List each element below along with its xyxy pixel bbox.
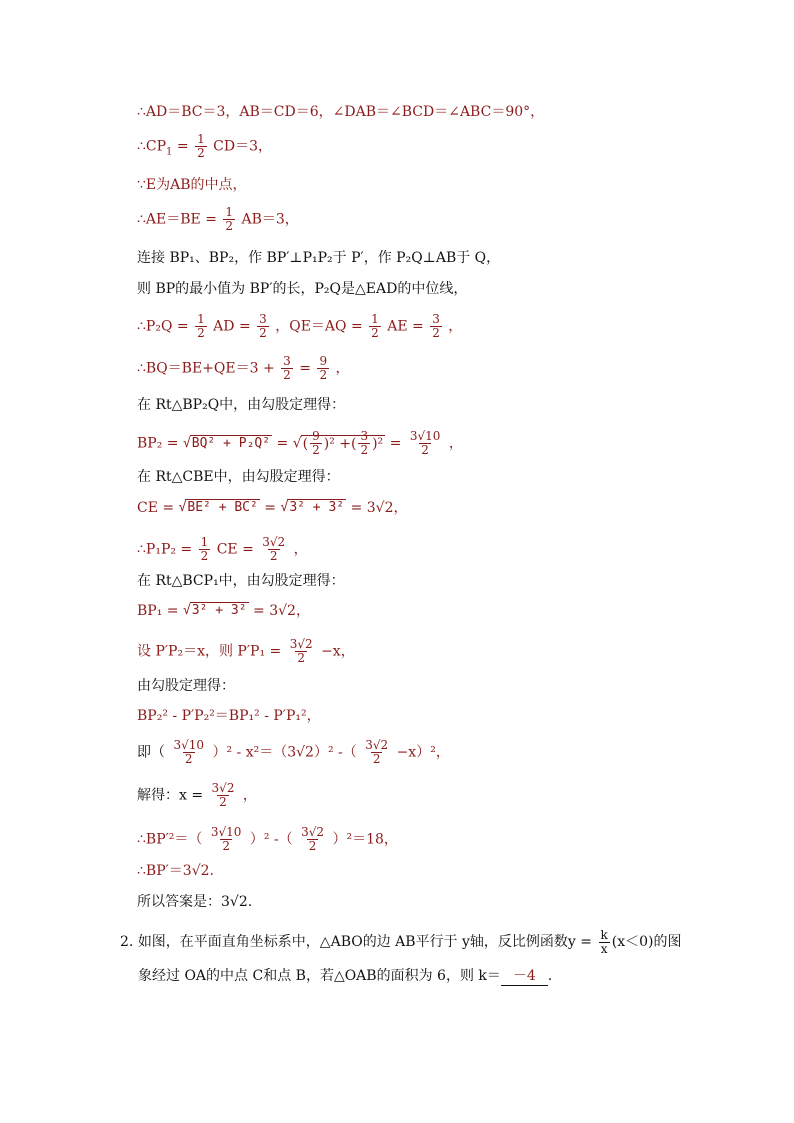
frac-num: 3√2	[365, 738, 389, 752]
frac-num: 1	[197, 132, 205, 146]
frac-num: 3	[360, 429, 369, 443]
sqrt: √3² + 3²	[280, 500, 345, 515]
question-text: .	[547, 968, 553, 984]
frac-num: 1	[371, 312, 379, 326]
line-2-eq: =	[172, 138, 194, 155]
frac-num: 1	[225, 205, 234, 219]
line-15-a: BP₁ =	[137, 603, 183, 619]
answer-blank: －4	[501, 967, 548, 986]
line-6: 则 BP的最小值为 BP′的长，P₂Q是△EAD的中位线，	[137, 281, 468, 297]
fraction	[260, 536, 287, 563]
fraction	[363, 739, 390, 766]
line-7-b: AD =	[213, 318, 256, 335]
frac-den: 2	[222, 839, 230, 853]
frac-num: 3√2	[301, 825, 325, 839]
line-16	[137, 638, 355, 665]
fraction	[257, 313, 269, 340]
frac-num: 9	[312, 429, 320, 443]
line-2-b: CD＝3，	[213, 138, 272, 155]
fraction	[171, 739, 206, 766]
line-11: 在 Rt△CBE中，由勾股定理得：	[137, 469, 340, 485]
fraction	[408, 430, 443, 457]
fraction	[288, 638, 315, 665]
line-16-b: −x，	[321, 643, 355, 660]
line-19	[137, 739, 450, 766]
line-7	[137, 313, 462, 340]
fraction	[598, 929, 609, 956]
sqrt: √BE² + BC²	[178, 500, 258, 515]
line-20-b: ，	[242, 787, 257, 804]
frac-den: 2	[200, 549, 209, 563]
frac-den: 2	[184, 752, 193, 766]
fraction	[199, 536, 211, 563]
frac-den: 2	[421, 443, 429, 457]
line-17: 由勾股定理得：	[137, 678, 235, 694]
line-7-d: AE =	[387, 318, 429, 335]
line-14: 在 Rt△BCP₁中，由勾股定理得：	[137, 573, 345, 589]
line-15-b: = 3√2，	[253, 603, 310, 619]
fraction	[430, 313, 442, 340]
radicand: BQ² + P₂Q²	[191, 435, 271, 451]
frac-num: 3	[259, 312, 267, 326]
frac-num: 3√10	[173, 738, 205, 752]
frac-den: 2	[219, 795, 227, 809]
question-number: 2.	[120, 934, 134, 950]
frac-den: 2	[308, 839, 317, 853]
frac-num: 3√2	[211, 781, 235, 795]
fraction	[281, 355, 293, 382]
line-20-a: 解得：x =	[137, 787, 208, 804]
fraction	[223, 206, 235, 233]
line-2-sub: 1	[166, 146, 173, 158]
frac-num: k	[600, 927, 608, 942]
fraction	[310, 430, 322, 457]
frac-num: 9	[319, 354, 328, 368]
line-21-b: ）² -（	[249, 831, 293, 848]
line-1: ∴AD＝BC＝3，AB＝CD＝6，∠DAB＝∠BCD＝∠ABC＝90°，	[137, 104, 545, 120]
question-text: 如图，在平面直角坐标系中，△ABO的边 AB平行于 y轴，反比例函数y =	[137, 934, 597, 950]
line-7-a: ∴P₂Q =	[137, 318, 194, 335]
frac-den: 2	[259, 326, 267, 340]
frac-den: x	[600, 941, 608, 956]
line-2-a: ∴CP	[137, 138, 167, 155]
line-7-e: ，	[448, 318, 463, 335]
line-8-a: ∴BQ＝BE+QE＝3 +	[137, 360, 280, 377]
frac-num: 3√2	[262, 535, 286, 549]
line-15	[137, 602, 310, 620]
frac-den: 2	[269, 549, 278, 563]
frac-den: 2	[372, 752, 381, 766]
radicand: 3² + 3²	[191, 603, 247, 618]
line-12-b: = 3√2，	[350, 500, 408, 516]
line-19-c: −x）²，	[396, 744, 450, 761]
line-12: CE = √BE² + BC² = √3² + 3² = 3√2，	[137, 500, 408, 516]
frac-den: 2	[371, 326, 379, 340]
frac-den: 2	[225, 219, 234, 233]
line-20	[137, 782, 257, 809]
line-7-c: ，QE＝AQ =	[275, 318, 368, 335]
line-12-a: CE =	[137, 500, 179, 516]
frac-num: 1	[197, 312, 205, 326]
fraction	[369, 313, 381, 340]
frac-den: 2	[432, 326, 440, 340]
sqrt: √BQ² + P₂Q²	[182, 435, 271, 451]
line-22: ∴BP′＝3√2.	[137, 863, 214, 879]
frac-den: 2	[360, 443, 369, 457]
line-8-c: ，	[335, 360, 350, 377]
question-text: (x＜0)的图	[611, 934, 682, 950]
frac-den: 2	[297, 651, 305, 665]
line-3: ∵E为AB的中点，	[137, 177, 247, 193]
radicand: BE² + BC²	[187, 500, 258, 515]
fraction	[317, 355, 329, 382]
frac-den: 2	[197, 146, 205, 160]
fraction	[299, 826, 326, 853]
frac-den: 2	[319, 368, 328, 382]
line-13-c: ，	[293, 541, 308, 558]
radicand: 3² + 3²	[289, 500, 345, 515]
line-9: 在 Rt△BP₂Q中，由勾股定理得：	[137, 397, 346, 413]
frac-num: 3	[283, 354, 291, 368]
line-21-a: ∴BP′²＝（	[137, 831, 203, 848]
line-4-a: ∴AE＝BE =	[137, 211, 222, 228]
line-4	[137, 206, 299, 233]
frac-num: 3	[432, 312, 440, 326]
frac-num: 3√2	[289, 637, 313, 651]
frac-num: 3√10	[210, 825, 242, 839]
fraction	[209, 826, 244, 853]
frac-den: 2	[197, 326, 205, 340]
line-4-b: AB＝3，	[241, 211, 299, 228]
line-10-b: =	[276, 435, 293, 452]
question-text: 象经过 OA的中点 C和点 B，若△OAB的面积为 6，则 k＝	[138, 968, 501, 984]
line-10: BP₂ = √BQ² + P₂Q² = √( $\frac{9}{2}$ )² +( $\frac{3}{2}$ )² = $\frac{3√10}{2}$ ，	[137, 429, 463, 457]
line-5: 连接 BP₁、BP₂，作 BP′⊥P₁P₂于 P′，作 P₂Q⊥AB于 Q，	[137, 250, 501, 266]
line-8	[137, 355, 350, 382]
line-10-c: ，	[448, 435, 463, 452]
line-23: 所以答案是：3√2.	[137, 894, 253, 910]
fraction	[195, 313, 207, 340]
fraction	[210, 782, 237, 809]
line-13-a: ∴P₁P₂ =	[137, 541, 197, 558]
line-13-b: CE =	[216, 541, 259, 558]
frac-den: 2	[312, 443, 320, 457]
fraction	[358, 430, 370, 457]
line-19-b: ）² - x²＝（3√2）² -（	[212, 744, 357, 761]
line-16-a: 设 P′P₂＝x，则 P′P₁ =	[137, 643, 286, 660]
line-10-a: BP₂ =	[137, 435, 183, 452]
line-21-c: ）²＝18，	[332, 831, 398, 848]
frac-den: 2	[283, 368, 291, 382]
frac-num: 3√10	[409, 429, 441, 443]
sqrt: √3² + 3²	[182, 603, 247, 618]
line-19-a: 即（	[137, 744, 165, 761]
line-18: BP₂² - P′P₂²＝BP₁² - P′P₁²，	[137, 708, 321, 724]
line-21	[137, 826, 398, 853]
sqrt-big: √( $\frac{9}{2}$ )² +( $\frac{3}{2}$ )²	[292, 429, 384, 457]
radicand: ( $\frac{9}{2}$ )² +( $\frac{3}{2}$ )²	[302, 429, 384, 457]
question-2	[120, 925, 690, 993]
line-13	[137, 536, 308, 563]
fraction	[195, 133, 207, 160]
frac-num: 1	[200, 535, 209, 549]
line-8-b: =	[299, 360, 316, 377]
line-2	[137, 133, 272, 161]
